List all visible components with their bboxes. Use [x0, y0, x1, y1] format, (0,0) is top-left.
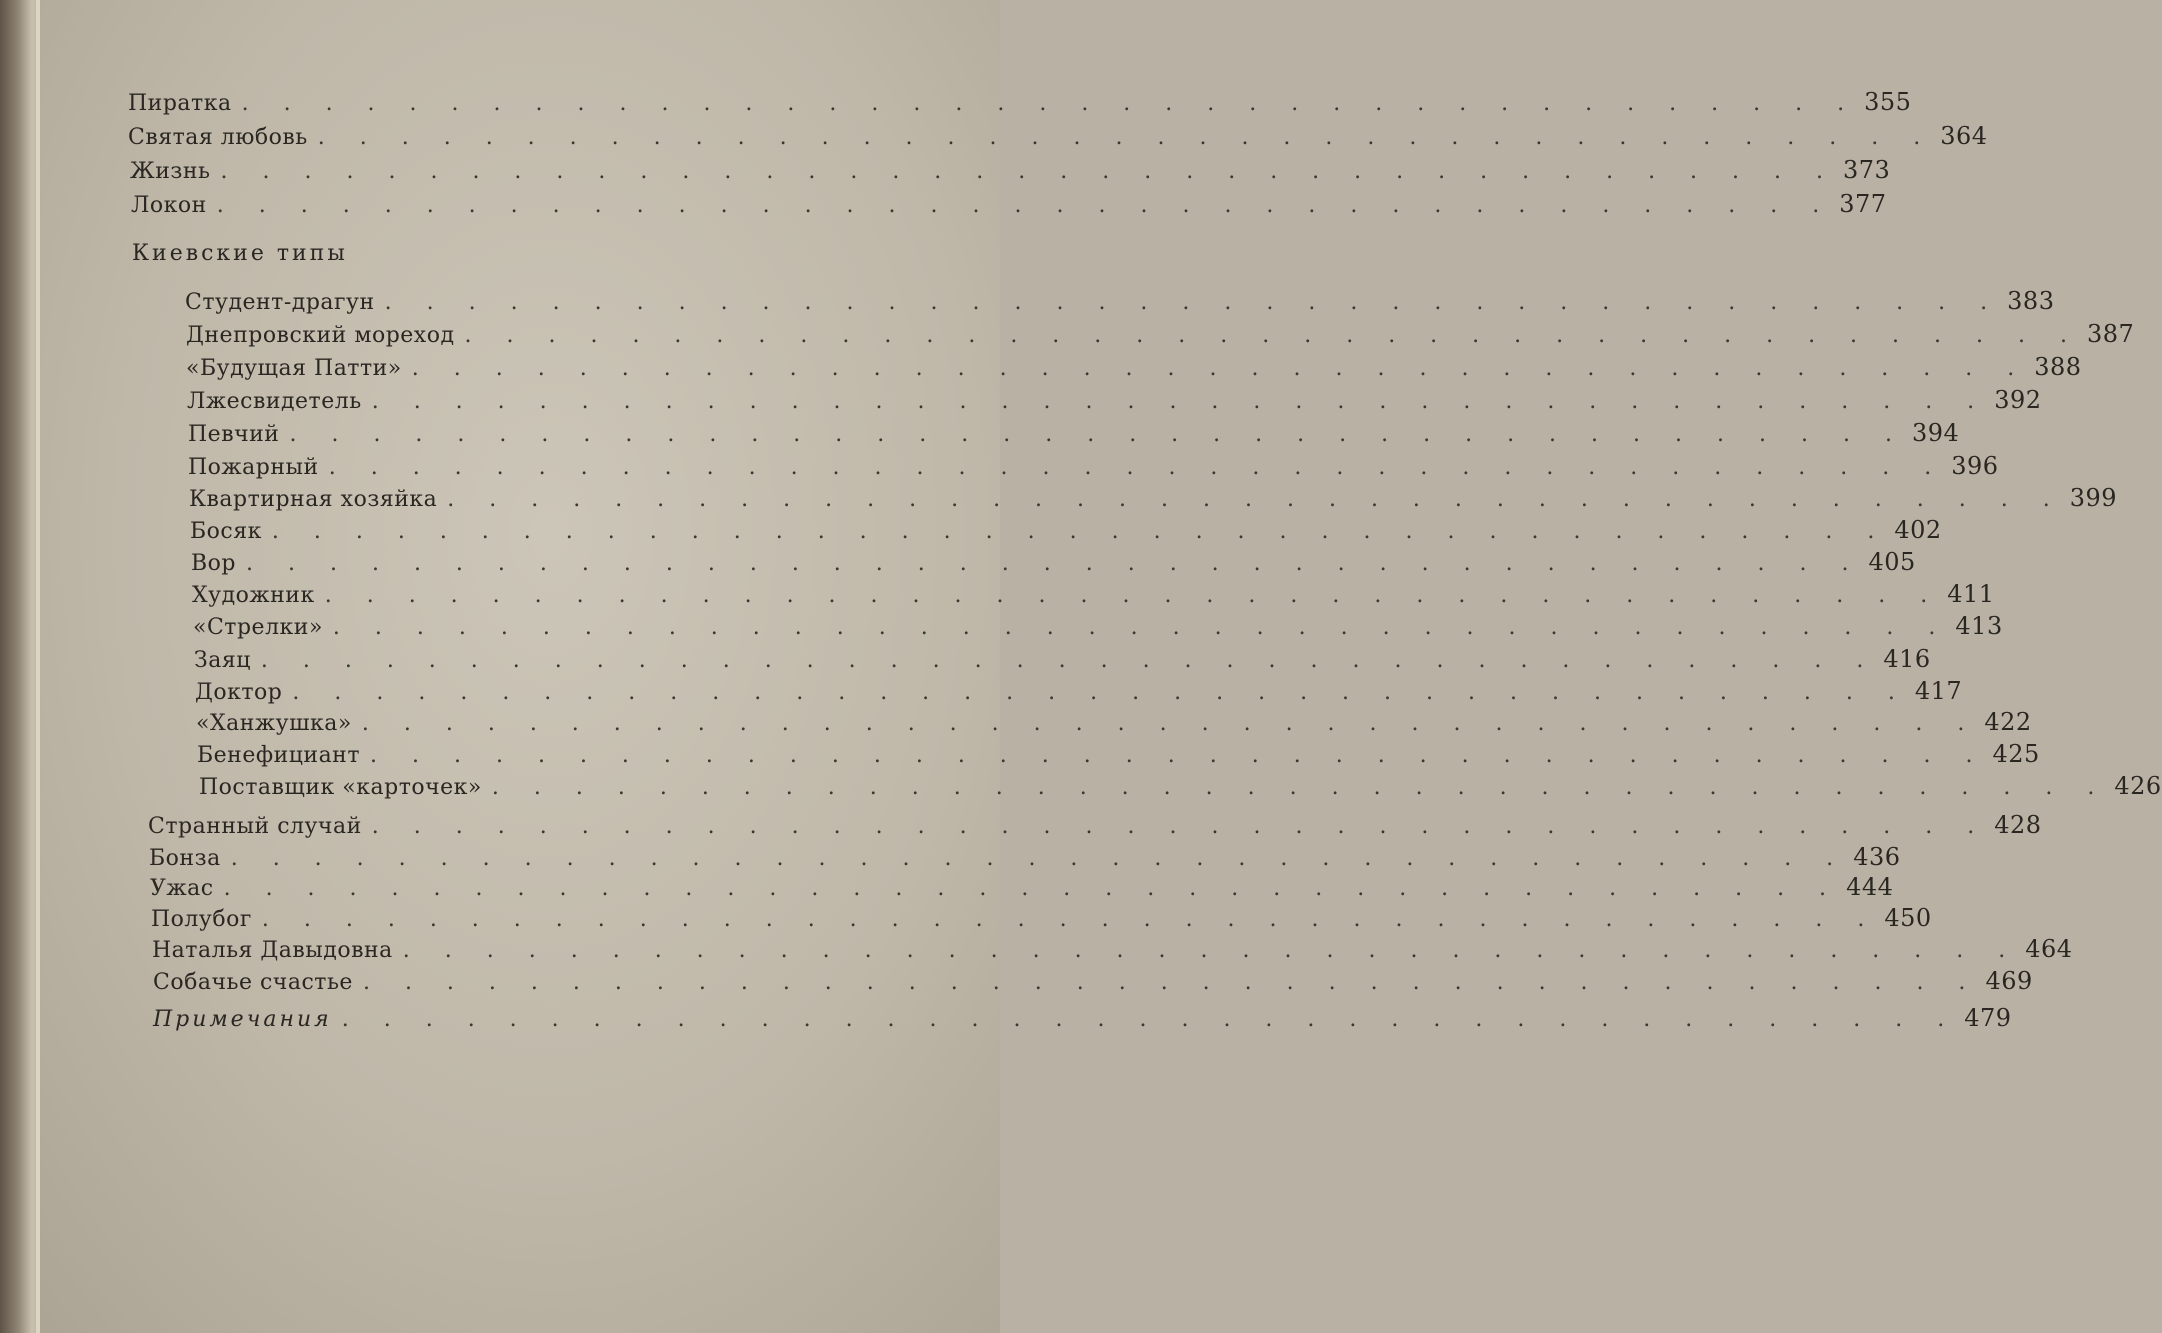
toc-entry-page: 469 — [1985, 967, 2033, 995]
toc-entry-page: 383 — [2007, 287, 2055, 315]
toc-entry-title: Жизнь — [130, 159, 211, 184]
dot-leader: . . . . . . . . . . . . . . . . . . . . . . . . . . . . . . . . . . . . . . . — [362, 970, 1980, 995]
toc-entry — [197, 740, 2040, 768]
toc-entry-title: «Ханжушка» — [196, 711, 352, 736]
toc-entry — [193, 612, 2003, 640]
toc-entry-title: Локон — [131, 193, 207, 218]
toc-entry — [191, 548, 1916, 576]
toc-entry — [196, 708, 2032, 736]
toc-entry — [186, 353, 2082, 381]
toc-entry-page: 413 — [1955, 612, 2003, 640]
toc-entry — [188, 452, 1999, 480]
dot-leader: . . . . . . . . . . . . . . . . . . . . . . . . . . . . . . . . . . . . . . . — [384, 290, 2002, 315]
toc-entry — [189, 484, 2118, 512]
dot-leader: . . . . . . . . . . . . . . . . . . . . . . . . . . . . . . . . . . . . . . . — [371, 814, 1989, 839]
dot-leader: . . . . . . . . . . . . . . . . . . . . . . . . . . . . . . . . . . . . . . . — [220, 159, 1838, 184]
toc-entry — [188, 419, 1960, 447]
toc-entry-page: 387 — [2086, 320, 2135, 348]
toc-entry — [130, 156, 1891, 184]
toc-entry-title: Наталья Давыдовна — [152, 938, 393, 963]
dot-leader: . . . . . . . . . . . . . . . . . . . . . . . . . . . . . . . . . . . . . . . — [260, 648, 1878, 673]
toc-entry — [153, 967, 2033, 995]
toc-entry-page: 425 — [1992, 740, 2040, 768]
toc-entry — [195, 677, 1963, 705]
toc-entry — [190, 516, 1942, 544]
toc-entry — [192, 580, 1995, 608]
toc-entry-title: Святая любовь — [128, 125, 308, 150]
toc-entry-title: Студент-драгун — [185, 290, 375, 315]
toc-entry-page: 426 — [2114, 772, 2162, 800]
toc-entry-page: 396 — [1951, 452, 1999, 480]
dot-leader: . . . . . . . . . . . . . . . . . . . . . . . . . . . . . . . . . . . . . . . — [241, 91, 1859, 116]
toc-entry — [150, 873, 1894, 901]
dot-leader: . . . . . . . . . . . . . . . . . . . . . . . . . . . . . . . . . . . . . . . — [317, 125, 1935, 150]
toc-entry — [186, 320, 2135, 348]
toc-entry — [148, 811, 2042, 839]
toc-entry — [149, 843, 1901, 871]
toc-entry-page: 402 — [1894, 516, 1942, 544]
toc-entry — [187, 386, 2042, 414]
toc-entry — [185, 287, 2055, 315]
toc-entry — [128, 122, 1988, 150]
toc-entry-title: «Будущая Патти» — [186, 356, 402, 381]
toc-entry-title: Днепровский мореход — [186, 323, 455, 348]
toc-entry-page: 377 — [1839, 190, 1887, 218]
toc-entry-notes — [153, 1004, 2012, 1032]
section-heading: Киевские типы — [132, 241, 348, 266]
dot-leader: . . . . . . . . . . . . . . . . . . . . . . . . . . . . . . . . . . . . . . . — [246, 551, 1863, 576]
toc-entry-title: Бонза — [149, 846, 221, 871]
toc-entry-title: Пиратка — [128, 91, 232, 116]
toc-entry-page: 479 — [1964, 1004, 2012, 1032]
dot-leader: . . . . . . . . . . . . . . . . . . . . . . . . . . . . . . . . . . . . . . . — [341, 1007, 1959, 1032]
toc-entry-title: Примечания — [153, 1007, 332, 1032]
toc-entry-title: Вор — [191, 551, 236, 576]
toc-entry-title: Художник — [192, 583, 315, 608]
dot-leader: . . . . . . . . . . . . . . . . . . . . . . . . . . . . . . . . . . . . . . . — [361, 711, 1979, 736]
toc-entry-page: 388 — [2034, 353, 2082, 381]
dot-leader: . . . . . . . . . . . . . . . . . . . . . . . . . . . . . . . . . . . . . . . — [261, 907, 1879, 932]
dot-leader: . . . . . . . . . . . . . . . . . . . . . . . . . . . . . . . . . . . . . . . — [464, 323, 2081, 348]
toc-entry-page: 444 — [1846, 873, 1894, 901]
dot-leader: . . . . . . . . . . . . . . . . . . . . . . . . . . . . . . . . . . . . . . . — [216, 193, 1834, 218]
toc-entry-title: Лжесвидетель — [187, 389, 362, 414]
toc-entry-page: 364 — [1940, 122, 1988, 150]
toc-entry-page: 422 — [1984, 708, 2032, 736]
dot-leader: . . . . . . . . . . . . . . . . . . . . . . . . . . . . . . . . . . . . . . . — [371, 389, 1989, 414]
toc-entry-title: Певчий — [188, 422, 280, 447]
dot-leader: . . . . . . . . . . . . . . . . . . . . . . . . . . . . . . . . . . . . . . . — [324, 583, 1942, 608]
dot-leader: . . . . . . . . . . . . . . . . . . . . . . . . . . . . . . . . . . . . . . . — [411, 356, 2029, 381]
toc-entry — [199, 772, 2162, 800]
toc-entry — [152, 935, 2073, 963]
toc-entry-title: Доктор — [195, 680, 283, 705]
dot-leader: . . . . . . . . . . . . . . . . . . . . . . . . . . . . . . . . . . . . . . . — [402, 938, 2020, 963]
toc-entry — [128, 88, 1912, 116]
toc-entry-title: Босяк — [190, 519, 262, 544]
toc-entry-title: Заяц — [194, 648, 251, 673]
toc-entry-page: 411 — [1947, 580, 1995, 608]
dot-leader: . . . . . . . . . . . . . . . . . . . . . . . . . . . . . . . . . . . . . . . — [447, 487, 2064, 512]
toc-entry-title: Ужас — [150, 876, 214, 901]
dot-leader: . . . . . . . . . . . . . . . . . . . . . . . . . . . . . . . . . . . . . . . — [289, 422, 1906, 447]
toc-entry-page: 450 — [1884, 904, 1932, 932]
toc-entry — [194, 645, 1931, 673]
toc-entry-title: Странный случай — [148, 814, 362, 839]
toc-entry-page: 399 — [2069, 484, 2118, 512]
toc-entry-page: 394 — [1911, 419, 1960, 447]
toc-entry-title: Бенефициант — [197, 743, 361, 768]
toc-entry-title: Квартирная хозяйка — [189, 487, 438, 512]
toc-entry-page: 355 — [1864, 88, 1912, 116]
toc-entry-page: 405 — [1868, 548, 1916, 576]
toc-entry-title: «Стрелки» — [193, 615, 323, 640]
dot-leader: . . . . . . . . . . . . . . . . . . . . . . . . . . . . . . . . . . . . . . . — [292, 680, 1909, 705]
dot-leader: . . . . . . . . . . . . . . . . . . . . . . . . . . . . . . . . . . . . . . . — [328, 455, 1946, 480]
toc-entry — [131, 190, 1887, 218]
toc-entry-title: Собачье счастье — [153, 970, 353, 995]
toc-entry-title: Полубог — [151, 907, 252, 932]
dot-leader: . . . . . . . . . . . . . . . . . . . . . . . . . . . . . . . . . . . . . . . — [370, 743, 1987, 768]
dot-leader: . . . . . . . . . . . . . . . . . . . . . . . . . . . . . . . . . . . . . . . — [332, 615, 1950, 640]
toc-entry-page: 436 — [1853, 843, 1901, 871]
toc-entry-page: 392 — [1994, 386, 2042, 414]
toc-entry-title: Пожарный — [188, 455, 319, 480]
toc-entry-title: Поставщик «карточек» — [199, 775, 482, 800]
dot-leader: . . . . . . . . . . . . . . . . . . . . . . . . . . . . . . . . . . . . . . . — [271, 519, 1889, 544]
toc-entry-page: 373 — [1843, 156, 1891, 184]
toc-entry-page: 428 — [1994, 811, 2042, 839]
toc-entry-page: 416 — [1883, 645, 1931, 673]
toc-entry — [151, 904, 1932, 932]
dot-leader: . . . . . . . . . . . . . . . . . . . . . . . . . . . . . . . . . . . . . . . — [491, 775, 2109, 800]
dot-leader: . . . . . . . . . . . . . . . . . . . . . . . . . . . . . . . . . . . . . . . — [230, 846, 1848, 871]
toc-entry-page: 464 — [2025, 935, 2073, 963]
dot-leader: . . . . . . . . . . . . . . . . . . . . . . . . . . . . . . . . . . . . . . . — [223, 876, 1841, 901]
toc-entry-page: 417 — [1914, 677, 1963, 705]
